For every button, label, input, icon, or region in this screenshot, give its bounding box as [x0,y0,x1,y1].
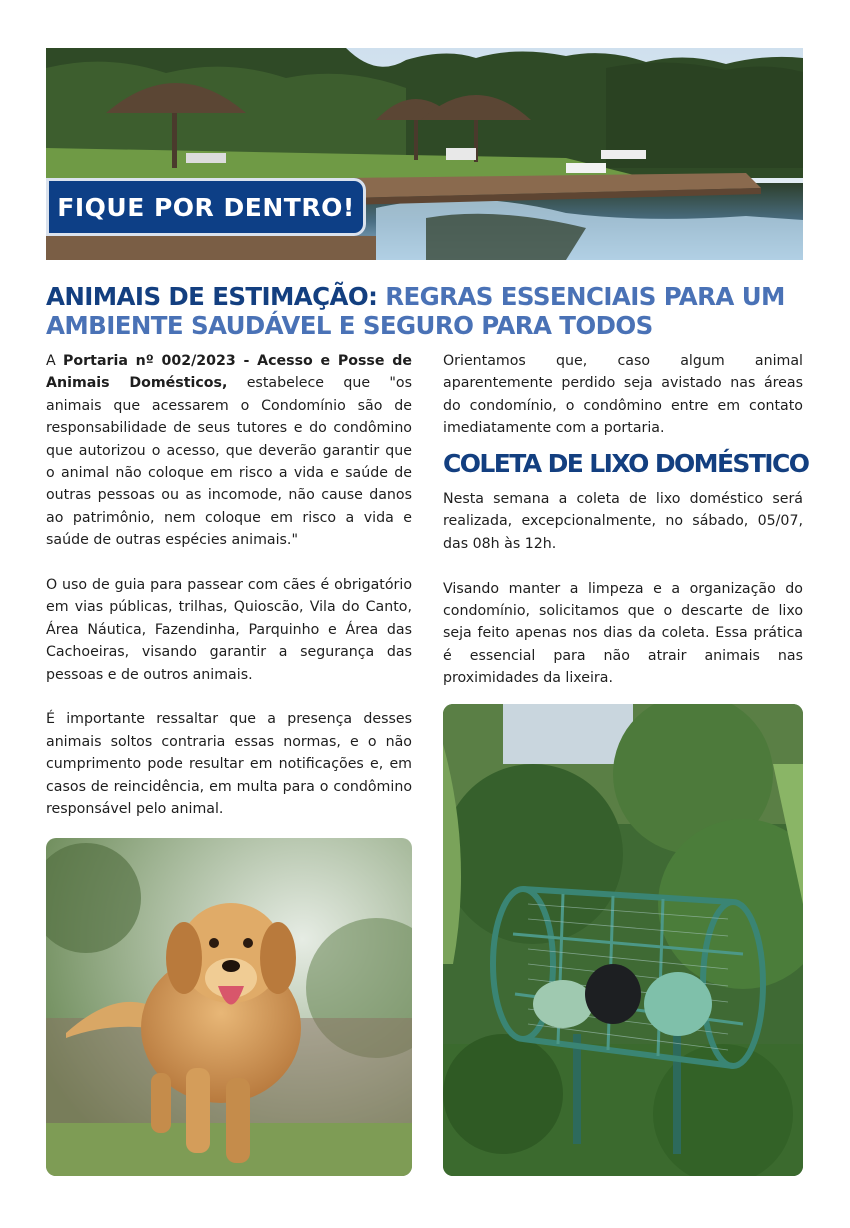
golden-retriever-illustration [46,838,412,1176]
dog-photo [46,838,412,1176]
article-paragraph-3: É importante ressaltar que a presença desses animais soltos contraria essas normas, e o não cumprimento pode resultar em notificações e, em casos de reincidência, em multa para o condômino responsável pelo animal. [46,711,412,818]
article-p1-prefix: A [46,353,64,369]
left-column [46,350,412,843]
article-title-part2: REGRAS ESSENCIAIS PARA UM AMBIENTE SAUDÁVEL E SEGURO PARA TODOS [46,282,785,340]
article-paragraph-4: Orientamos que, caso algum animal aparentemente perdido seja avistado nas áreas do condomínio, o condômino entre em contato imediatamente com a portaria. [443,353,803,437]
banner-tag-text: FIQUE POR DENTRO! [57,192,355,222]
right-column-bottom [443,488,803,712]
article-title [46,282,816,340]
article-p1-bold: Portaria nº 002/2023 - Acesso e Posse de Animais Domésticos, [46,353,412,392]
garbage-paragraph-2: Visando manter a limpeza e a organização do condomínio, solicitamos que o descarte de lixo seja feito apenas nos dias da coleta. Essa prática é essencial para não atrair animais nas proximidades da lixeira. [443,580,803,687]
article-paragraph-2: O uso de guia para passear com cães é obrigatório em vias públicas, trilhas, Quioscão, Vila do Canto, Área Náutica, Fazendinha, Parquinho e Área das Cachoeiras, visando garantir a segurança das pessoas e de outros animais. [46,577,412,683]
article-p1-rest: estabelece que "os animais que acessarem o Condomínio são de responsabilidade de seus tutores e do condômino que autorizou o acesso, que deverão garantir que o animal não coloque em risco a vida e saúde de outras pessoas ou as incomode, não cause danos ao patrimônio, nem coloque em risco a vida e saúde de outras espécies animais." [46,375,412,549]
article-title-part1: ANIMAIS DE ESTIMAÇÃO: [46,282,378,311]
garbage-paragraph-1: Nesta semana a coleta de lixo doméstico será realizada, excepcionalmente, no sábado, 05/07, das 08h às 12h. [443,491,803,552]
garbage-cage-illustration [443,704,803,1176]
garbage-heading: COLETA DE LIXO DOMÉSTICO [443,449,809,478]
garbage-bin-photo [443,704,803,1176]
right-column-top [443,350,803,462]
banner-tag [46,178,366,236]
article-paragraph-1 [46,350,412,552]
